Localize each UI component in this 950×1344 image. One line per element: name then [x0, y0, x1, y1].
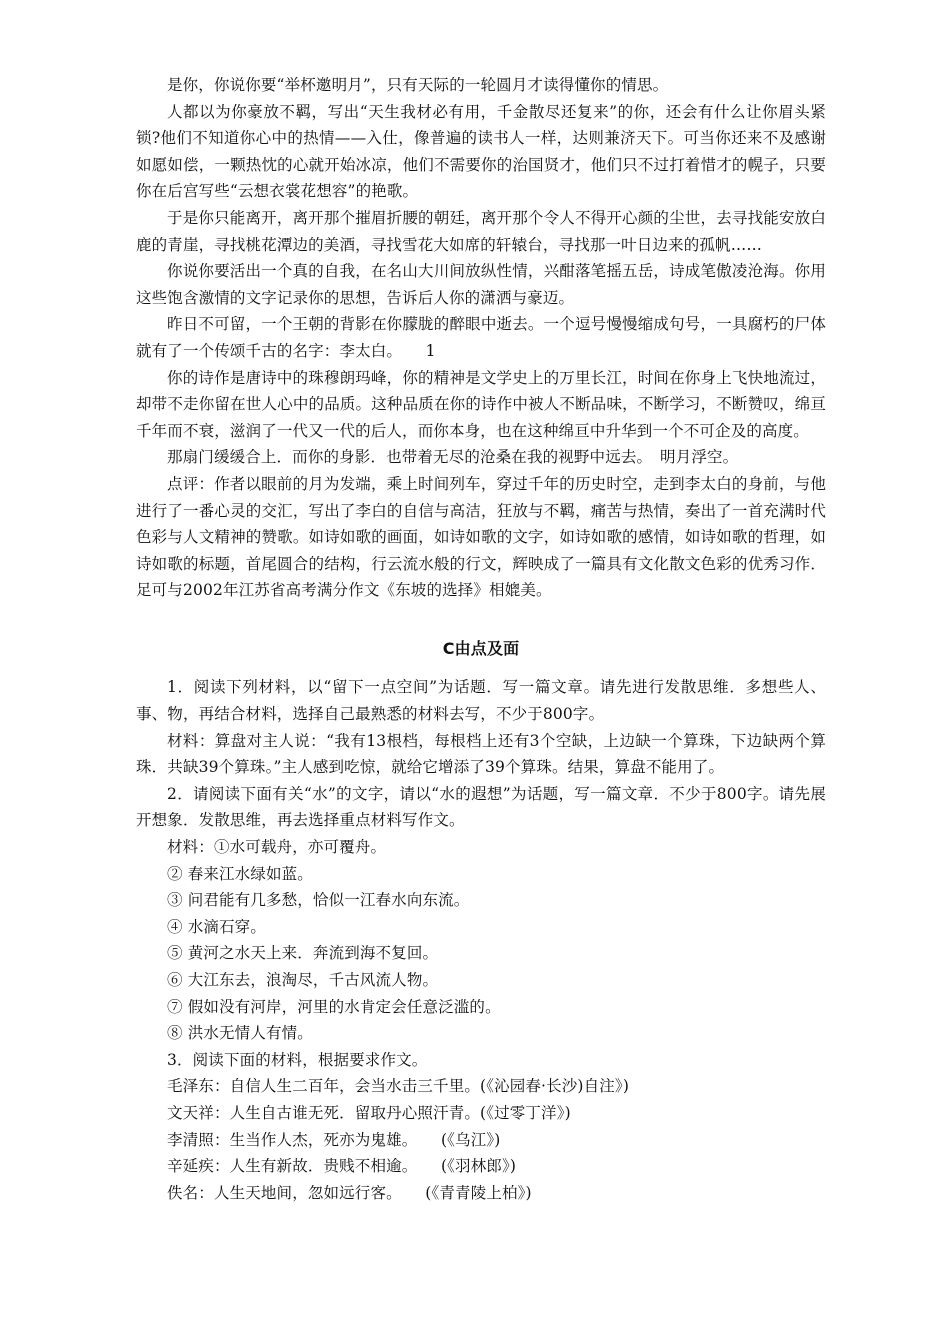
- page-content: [136, 72, 826, 1206]
- article-paragraph: 人都以为你豪放不羁，写出“天生我材必有用，千金散尽还复来”的你，还会有什么让你眉头紧锁?他们不知道你心中的热情——入仕，像普遍的读书人一样，达则兼济天下。可当你还来不及感谢如愿如偿，一颗热忱的心就开始冰凉，他们不需要你的治国贤才，他们只不过打着惜才的幌子，只要你在后宫写些“云想衣裳花想容”的艳歌。: [136, 102, 826, 201]
- section-heading: C由点及面: [442, 638, 520, 658]
- article-paragraph: 于是你只能离开，离开那个摧眉折腰的朝廷，离开那个令人不得开心颜的尘世，去寻找能安放白鹿的青崖，寻找桃花潭边的美酒，寻找雪花大如席的轩辕台，寻找那一叶日边来的孤帆……: [136, 208, 826, 254]
- material-line: ② 春来江水绿如蓝。: [167, 864, 313, 883]
- article-paragraph: 你说你要活出一个真的自我，在名山大川间放纵性情，兴酣落笔摇五岳，诗成笔傲凌沧海。你用这些饱含激情的文字记录你的思想，告诉后人你的潇洒与豪迈。: [136, 262, 826, 307]
- material-line: ④ 水滴石穿。: [167, 917, 266, 936]
- article-paragraph: 你的诗作是唐诗中的珠穆朗玛峰，你的精神是文学史上的万里长江，时间在你身上飞快地流过，却带不走你留在世人心中的品质。这种品质在你的诗作中被人不断品味，不断学习，不断赞叹，绵亘千年而不衰，滋润了一代又一代的后人，而你本身，也在这种绵亘中升华到一个不可企及的高度。: [136, 368, 826, 440]
- material-line: 材料：①水可载舟，亦可覆舟。: [167, 838, 387, 857]
- exercise-material: 材料：算盘对主人说：“我有13根档，每根档上还有3个空缺，上边缺一个算珠，下边缺两个算珠．共缺39个算珠。”主人感到吃惊，就给它增添了39个算珠。结果，算盘不能用了。: [136, 731, 826, 777]
- material-line: ③ 问君能有几多愁，恰似一江春水向东流。: [167, 891, 470, 910]
- article-paragraph: 那扇门缓缓合上．而你的身影．也带着无尽的沧桑在我的视野中远去。 明月浮空。: [167, 448, 739, 467]
- exercise-item: 1．阅读下列材料，以“留下一点空间”为话题．写一篇文章。请先进行发散思维．多想些人、事、物，再结合材料，选择自己最熟悉的材料去写，不少于800字。: [136, 678, 826, 724]
- material-line: ⑤ 黄河之水天上来．奔流到海不复回。: [167, 944, 439, 963]
- quote-line: 文天祥：人生自古谁无死．留取丹心照汗青。(《过零丁洋》): [167, 1103, 571, 1122]
- exercise-item: 3．阅读下面的材料，根据要求作文。: [167, 1050, 428, 1069]
- quote-line: 李清照：生当作人杰，死亦为鬼雄。 (《乌江》): [167, 1130, 501, 1149]
- material-line: ⑦ 假如没有河岸，河里的水肯定会任意泛滥的。: [167, 997, 501, 1016]
- material-line: ⑧ 洪水无情人有情。: [167, 1024, 313, 1043]
- article-paragraph: 是你，你说你要“举杯邀明月”，只有天际的一轮圆月才读得懂你的情思。: [167, 76, 669, 94]
- exercise-item: 2．请阅读下面有关“水”的文字，请以“水的遐想”为话题，写一篇文章．不少于800字。请先展开想象．发散思维，再去选择重点材料写作文。: [136, 784, 826, 830]
- commentary-paragraph: 点评：作者以眼前的月为发端，乘上时间列车，穿过千年的历史时空，走到李太白的身前，与他进行了一番心灵的交汇，写出了李白的自信与高洁，狂放与不羁，痛苦与热情，奏出了一首充满时代色彩与人文精神的赞歌。如诗如歌的画面，如诗如歌的文字，如诗如歌的感情，如诗如歌的哲理，如诗如歌的标题，首尾圆合的结构，行云流水般的行文，辉映成了一篇具有文化散文色彩的优秀习作．足可与2002年江苏省高考满分作文《东坡的选择》相媲美。: [136, 474, 826, 600]
- quote-line: 毛泽东：自信人生二百年，会当水击三千里。(《沁园春·长沙)自注》): [167, 1077, 630, 1096]
- article-paragraph: 昨日不可留，一个王朝的背影在你朦胧的醉眼中逝去。一个逗号慢慢缩成句号，一具腐朽的尸体就有了一个传颂千古的名字：李太白。 1: [136, 315, 826, 360]
- quote-line: 佚名：人生天地间，忽如远行客。 (《青青陵上柏》): [167, 1183, 532, 1202]
- quote-line: 辛延疾：人生有新故．贵贱不相逾。 (《羽林郎》): [167, 1157, 517, 1176]
- material-line: ⑥ 大江东去，浪淘尽，千古风流人物。: [167, 971, 439, 989]
